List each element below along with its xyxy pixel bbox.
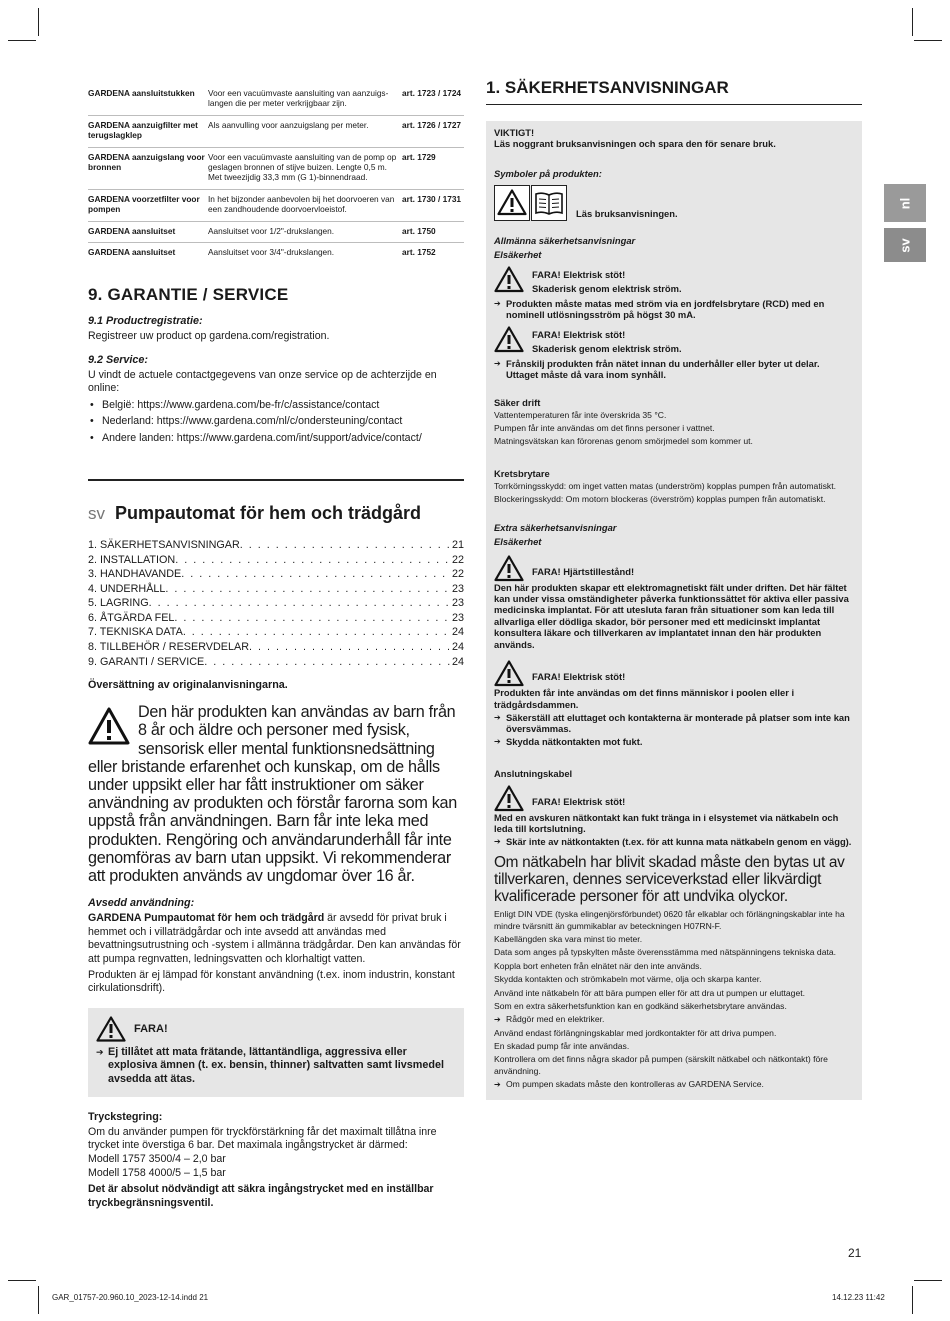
crop-mark [912, 8, 913, 36]
cut-plug-instruction: ➔ Skär inte av nätkontakten (t.ex. för att kunna mata nätkabeln genom en vägg). [494, 836, 854, 847]
pressure-note: Det är absolut nödvändigt att säkra ingångstrycket med en inställbar tryckbegränsningsventil. [88, 1183, 434, 1209]
crop-mark [8, 1280, 36, 1281]
table-row: GARDENA aansluitset Aansluitset voor 1/2"-drukslangen. art. 1750 [88, 222, 464, 243]
toc-item[interactable]: 2. INSTALLATION . . . 22 [88, 553, 464, 568]
registration-text: Registreer uw product op gardena.com/registration. [88, 330, 330, 343]
circuit-breaker-heading: Kretsbrytare [494, 467, 550, 479]
footer-date: 14.12.23 11:42 [832, 1293, 885, 1302]
warning-triangle-icon [494, 555, 524, 582]
accessories-table [88, 84, 464, 263]
crop-mark [38, 1286, 39, 1314]
symbols-heading: Symboler på produkten: [494, 167, 602, 179]
table-row: GARDENA voorzetfilter voor pompen In het bijzonder aanbevolen bij het doorvoeren van een zandhoudende doorvoervloeistof. art. 1730 / 1731 [88, 190, 464, 222]
tab-sv[interactable]: sv [884, 228, 926, 262]
pressure-heading: Tryckstegring: [88, 1110, 163, 1123]
warning-triangle-icon [494, 660, 524, 687]
socket-instruction: ➔ Säkerställ att eluttaget och kontakterna är monterade på platser som inte kan översvämmas. [494, 712, 854, 734]
operation-text: Matningsvätskan kan förorenas genom smörjmedel som kommer ut. [494, 436, 753, 447]
safety-heading: 1. SÄKERHETSANVISNINGAR [486, 78, 862, 105]
toc-item[interactable]: 9. GARANTI / SERVICE . . . 24 [88, 655, 464, 670]
crop-mark [912, 1286, 913, 1314]
right-column [486, 78, 862, 1100]
safe-operation-heading: Säker drift [494, 396, 541, 408]
table-of-contents [88, 538, 464, 669]
warning-symbol [494, 185, 530, 221]
cut-plug-text: Med en avskuren nätkontakt kan fukt tränga in i elsystemet via nätkabeln och leda till kortslutning. [494, 811, 839, 834]
operation-text: Vattentemperaturen får inte överskrida 35 °C. [494, 409, 667, 420]
pressure-text: Om du använder pumpen för tryckförstärkning får det maximalt tillåtna inre trycket inte överstiga 6 bar. Det maximala ingångstrycket är därmed: [88, 1125, 437, 1151]
important-label: VIKTIGT! [494, 127, 535, 138]
service-link-belgium[interactable]: • België: https://www.gardena.com/be-fr/c/assistance/contact [88, 399, 464, 412]
circuit-text: Blockeringsskydd: Om motorn blockeras (överström) kopplas pumpen från automatiskt. [494, 494, 826, 505]
electrical-safety-heading: Elsäkerhet [494, 535, 542, 547]
operation-text: Pumpen får inte användas om det finns personer i vattnet. [494, 423, 715, 434]
danger-box [88, 1008, 464, 1097]
rcd-instruction: ➔ Produkten måste matas med ström via en jordfelsbrytare (RCD) med en nominell utlösningsström på högst 30 mA. [494, 298, 854, 320]
danger-heart-label: FARA! Hjärtstillestånd! [532, 565, 635, 577]
circuit-text: Torrkörningsskydd: om inget vatten matas (underström) kopplas pumpen från automatiskt. [494, 480, 836, 491]
danger-label: FARA! [134, 1022, 168, 1035]
usage-text-2: Produkten är ej lämpad för konstant användning (t.ex. inom industrin, konstant cirkulationsdrift). [88, 968, 455, 995]
toc-item[interactable]: 7. TEKNISKA DATA . . . 24 [88, 625, 464, 640]
danger-electric-label: FARA! Elektrisk stöt! [532, 329, 626, 341]
service-link-netherlands[interactable]: • Nederland: https://www.gardena.com/nl/c/ondersteuning/contact [88, 415, 464, 428]
damaged-cable-notice: Om nätkabeln har blivit skadad måste den bytas ut av tillverkaren, dennes serviceverkstad eller likvärdigt kvalificerade personer för att undvika olyckor. [494, 853, 845, 905]
table-row: GARDENA aansluitstukken Voor een vacuümvaste aansluiting van aanzuigslangen die per meter verkrijgbaar zijn. art. 1723 / 1724 [88, 84, 464, 116]
cable-text: Kabellängden ska vara minst tio meter. [494, 933, 643, 944]
translation-note: Översättning av originalanvisningarna. [88, 679, 288, 692]
toc-item[interactable]: 4. UNDERHÅLL . . . 23 [88, 582, 464, 597]
danger-electric-text: Skaderisk genom elektrisk ström. [532, 343, 682, 355]
open-book-icon [534, 190, 564, 216]
pool-warning-text: Produkten får inte användas om det finns människor i poolen eller i trädgårdsdammen. [494, 687, 795, 710]
warning-triangle-icon [497, 189, 527, 216]
garantie-heading: 9. GARANTIE / SERVICE [88, 285, 289, 305]
cable-text: Koppla bort enheten från elnätet när den inte används. [494, 960, 702, 971]
toc-item[interactable]: 8. TILLBEHÖR / RESERVDELAR . . . 24 [88, 640, 464, 655]
sv-heading [88, 503, 464, 524]
cable-text: Använd endast förlängningskablar med jordkontakter för att driva pumpen. [494, 1027, 777, 1038]
cable-text: Kontrollera om det finns några skador på pumpen (särskilt nätkabel och nätkontakt) före användning. [494, 1054, 828, 1076]
section-divider [88, 479, 464, 481]
warning-triangle-icon [88, 707, 130, 745]
table-row: GARDENA aanzuigfilter met terugslagklep Als aanvulling voor aanzuigslang per meter. art. 1726 / 1727 [88, 116, 464, 148]
toc-item[interactable]: 6. ÅTGÄRDA FEL . . . 23 [88, 611, 464, 626]
electrical-safety-heading: Elsäkerhet [494, 248, 542, 260]
general-safety-heading: Allmänna säkerhetsanvisningar [494, 234, 636, 246]
cable-text: Data som anges på typskylten måste överensstämma med nätspänningens tekniska data. [494, 947, 837, 958]
toc-item[interactable]: 3. HANDHAVANDE . . . 22 [88, 567, 464, 582]
cable-text: Enligt DIN VDE (tyska elingenjörsförbundet) 0620 får elkablar och förlängningskablar inte ha mindre tvärsnitt än gummikablar av beteckningen H07RN-F. [494, 909, 845, 931]
cable-text: Använd inte nätkabeln för att bära pumpen eller för att dra ut pumpen ur eluttaget. [494, 987, 806, 998]
read-manual-label: Läs bruksanvisningen. [576, 207, 678, 219]
footer-file: GAR_01757-20.960.10_2023-12-14.indd 21 [52, 1293, 209, 1302]
service-text: U vindt de actuele contactgegevens van onze service op de achterzijde en online: [88, 368, 437, 395]
crop-mark [8, 40, 36, 41]
safety-box [486, 121, 862, 1100]
disconnect-instruction: ➔ Frånskilj produkten från nätet innan du underhåller eller byter ut delar. Uttaget måste då vara inom synhåll. [494, 358, 854, 380]
language-code: sv [88, 503, 105, 523]
left-column [88, 84, 464, 1210]
danger-electric-label: FARA! Elektrisk stöt! [532, 268, 626, 280]
product-title: Pumpautomat för hem och trädgård [115, 502, 422, 523]
table-row: GARDENA aansluitset Aansluitset voor 3/4"-drukslangen. art. 1752 [88, 247, 436, 258]
child-safety-warning: Den här produkten kan användas av barn från 8 år och äldre och personer med fysisk, sensorisk eller mental funktionsnedsättning eller bristande erfarenhet och kunskap, om de hålls under uppsikt eller har fått instruktioner om säker användning av produkten och förstår farorna som kan uppstå från användningen. Barn får inte leka med produkten. Rengöring och användarunderhåll får inte genomföras av barn utan uppsikt. Vi rekommenderar att produkten används av ungdomar över 16 år. [88, 703, 457, 886]
electrician-instruction: ➔ Rådgör med en elektriker. [494, 1014, 854, 1025]
usage-text: GARDENA Pumpautomat för hem och trädgård är avsedd för privat bruk i hemmet och i villaträdgårdar och inte avsedd att användas med bevattningsutrustning och -system i allmänna trädgårdar. Den kan användas för att pumpa regnvatten, ledningsvatten och klorhaltigt vatten. [88, 912, 461, 965]
tab-nl[interactable]: nl [884, 184, 926, 222]
cable-text: Skydda kontakten och strömkabeln mot värme, olja och skarpa kanter. [494, 974, 762, 985]
important-text: Läs noggrant bruksanvisningen och spara den för senare bruk. [494, 138, 776, 150]
model-1758: Modell 1758 4000/5 – 1,5 bar [88, 1166, 226, 1179]
moisture-instruction: ➔ Skydda nätkontakten mot fukt. [494, 736, 854, 747]
crop-mark [914, 1280, 942, 1281]
danger-instruction: ➔ Ej tillåtet att mata frätande, lättantändliga, aggressiva eller explosiva ämnen (t. ex. bensin, thinner) saltvatten samt livsmedel avsedda att ätas. [96, 1046, 456, 1087]
service-subheading: 9.2 Service: [88, 353, 149, 366]
page-number: 21 [848, 1246, 862, 1260]
danger-electric-label: FARA! Elektrisk stöt! [532, 671, 626, 683]
warning-triangle-icon [96, 1016, 126, 1042]
crop-mark [914, 40, 942, 41]
toc-item[interactable]: 5. LAGRING . . . 23 [88, 596, 464, 611]
model-1757: Modell 1757 3500/4 – 2,0 bar [88, 1153, 226, 1166]
extra-safety-heading: Extra säkerhetsanvisningar [494, 521, 617, 533]
danger-electric-label: FARA! Elektrisk stöt! [532, 795, 626, 807]
cable-text: Som en extra säkerhetsfunktion kan en godkänd säkerhetsbrytare användas. [494, 1000, 787, 1011]
implant-warning-text: Den här produkten skapar ett elektromagnetiskt fält under driften. Det här fältet kan under vissa omständigheter påverka funktionssättet för aktiva eller passiva medicinska implantat. För att utesluta faran från situationer som kan leda till allvarliga eller dödliga skador, bör personer med ett medicinskt implantat konsultera läkare och tillverkaren av implantatet innan den här produkten används. [494, 581, 849, 650]
manual-symbol [531, 185, 567, 221]
cable-text: En skadad pump får inte användas. [494, 1041, 630, 1051]
service-instruction: ➔ Om pumpen skadats måste den kontrolleras av GARDENA Service. [494, 1079, 854, 1090]
warning-triangle-icon [494, 266, 524, 293]
registration-subheading: 9.1 Productregistratie: [88, 315, 203, 328]
table-row: GARDENA aanzuigslang voor bronnen Voor een vacuümvaste aansluiting van de pomp op geslagen bronnen of stijve buizen. Lengte 0,5 m. Met tweezijdig 33,3 mm (G 1)-binnendraad. art. 1729 [88, 148, 464, 190]
toc-item[interactable]: 1. SÄKERHETSANVISNINGAR . . . 21 [88, 538, 464, 553]
usage-heading: Avsedd användning: [88, 897, 195, 910]
warning-triangle-icon [494, 785, 524, 812]
service-link-other[interactable]: • Andere landen: https://www.gardena.com/int/support/advice/contact/ [88, 432, 464, 445]
cable-heading: Anslutningskabel [494, 767, 573, 779]
danger-electric-text: Skaderisk genom elektrisk ström. [532, 282, 682, 294]
crop-mark [38, 8, 39, 36]
warning-triangle-icon [494, 326, 524, 353]
